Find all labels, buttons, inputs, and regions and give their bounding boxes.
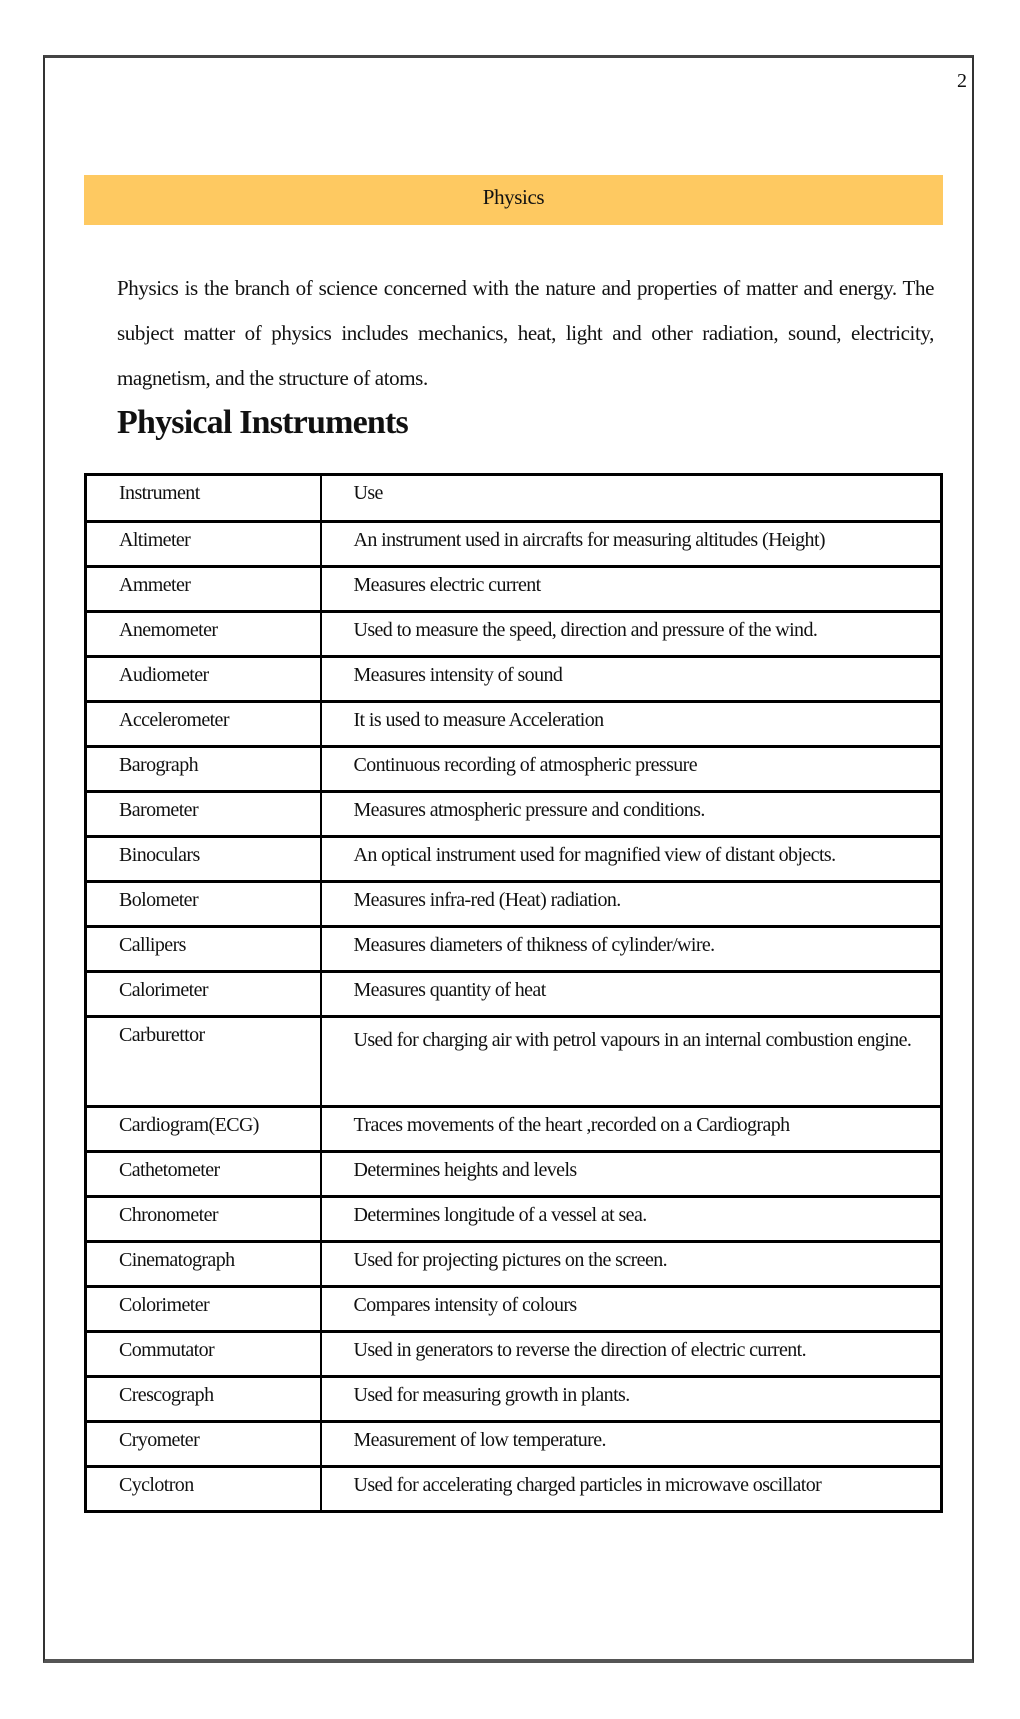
table-row: [86, 612, 942, 657]
use-cell: It is used to measure Acceleration: [321, 702, 942, 747]
use-cell: Continuous recording of atmospheric pressure: [321, 747, 942, 792]
use-cell: Used in generators to reverse the direction of electric current.: [321, 1332, 942, 1377]
instrument-cell: Altimeter: [86, 522, 321, 567]
table-row: [86, 522, 942, 567]
use-cell: Compares intensity of colours: [321, 1287, 942, 1332]
table-row: [86, 972, 942, 1017]
use-cell: Used for measuring growth in plants.: [321, 1377, 942, 1422]
table-header-row: [86, 475, 942, 522]
use-cell: Traces movements of the heart ,recorded on a Cardiograph: [321, 1107, 942, 1152]
use-cell: Used for accelerating charged particles in microwave oscillator: [321, 1467, 942, 1512]
instrument-cell: Carburettor: [86, 1017, 321, 1107]
header-instrument: Instrument: [86, 475, 321, 522]
instrument-cell: Anemometer: [86, 612, 321, 657]
use-cell: Measures diameters of thikness of cylinder/wire.: [321, 927, 942, 972]
instrument-cell: Calorimeter: [86, 972, 321, 1017]
instrument-cell: Cinematograph: [86, 1242, 321, 1287]
instrument-cell: Accelerometer: [86, 702, 321, 747]
table-row: [86, 792, 942, 837]
instrument-cell: Cyclotron: [86, 1467, 321, 1512]
intro-paragraph: Physics is the branch of science concerned with the nature and properties of matter and energy. The subject matter of physics includes mechanics, heat, light and other radiation, sound, electricity, magnetism, and the structure of atoms.: [117, 276, 934, 390]
table-row: [86, 1197, 942, 1242]
use-cell: An optical instrument used for magnified view of distant objects.: [321, 837, 942, 882]
use-cell: Measures electric current: [321, 567, 942, 612]
table-row: [86, 1467, 942, 1512]
table-row: [86, 1242, 942, 1287]
table-row: [86, 1017, 942, 1107]
use-cell: Measures atmospheric pressure and conditions.: [321, 792, 942, 837]
section-heading: Physical Instruments: [117, 404, 408, 441]
table-row: [86, 882, 942, 927]
instrument-cell: Cathetometer: [86, 1152, 321, 1197]
use-cell: Used for projecting pictures on the screen.: [321, 1242, 942, 1287]
instruments-table: [84, 473, 943, 1513]
instrument-cell: Barograph: [86, 747, 321, 792]
instrument-cell: Cryometer: [86, 1422, 321, 1467]
page-number: 2: [957, 70, 967, 92]
header-use: Use: [321, 475, 942, 522]
table-row: [86, 1152, 942, 1197]
table-row: [86, 1287, 942, 1332]
instrument-cell: Cardiogram(ECG): [86, 1107, 321, 1152]
use-cell: An instrument used in aircrafts for measuring altitudes (Height): [321, 522, 942, 567]
table-row: [86, 702, 942, 747]
instrument-cell: Binoculars: [86, 837, 321, 882]
table-row: [86, 1422, 942, 1467]
instrument-cell: Ammeter: [86, 567, 321, 612]
table-row: [86, 927, 942, 972]
use-cell: Used to measure the speed, direction and pressure of the wind.: [321, 612, 942, 657]
instrument-cell: Callipers: [86, 927, 321, 972]
use-cell: Measures quantity of heat: [321, 972, 942, 1017]
use-cell: Measures intensity of sound: [321, 657, 942, 702]
table-row: [86, 837, 942, 882]
instrument-cell: Audiometer: [86, 657, 321, 702]
instrument-cell: Barometer: [86, 792, 321, 837]
table-row: [86, 1107, 942, 1152]
use-cell: Measures infra-red (Heat) radiation.: [321, 882, 942, 927]
table-row: [86, 1377, 942, 1422]
instrument-cell: Chronometer: [86, 1197, 321, 1242]
instrument-cell: Bolometer: [86, 882, 321, 927]
section-banner: Physics: [84, 175, 943, 225]
instrument-cell: Colorimeter: [86, 1287, 321, 1332]
use-cell: Used for charging air with petrol vapours in an internal combustion engine.: [321, 1017, 942, 1107]
instrument-cell: Crescograph: [86, 1377, 321, 1422]
use-cell: Determines longitude of a vessel at sea.: [321, 1197, 942, 1242]
table-row: [86, 657, 942, 702]
table-row: [86, 1332, 942, 1377]
table-row: [86, 567, 942, 612]
instrument-cell: Commutator: [86, 1332, 321, 1377]
use-cell: Measurement of low temperature.: [321, 1422, 942, 1467]
table-row: [86, 747, 942, 792]
use-cell: Determines heights and levels: [321, 1152, 942, 1197]
